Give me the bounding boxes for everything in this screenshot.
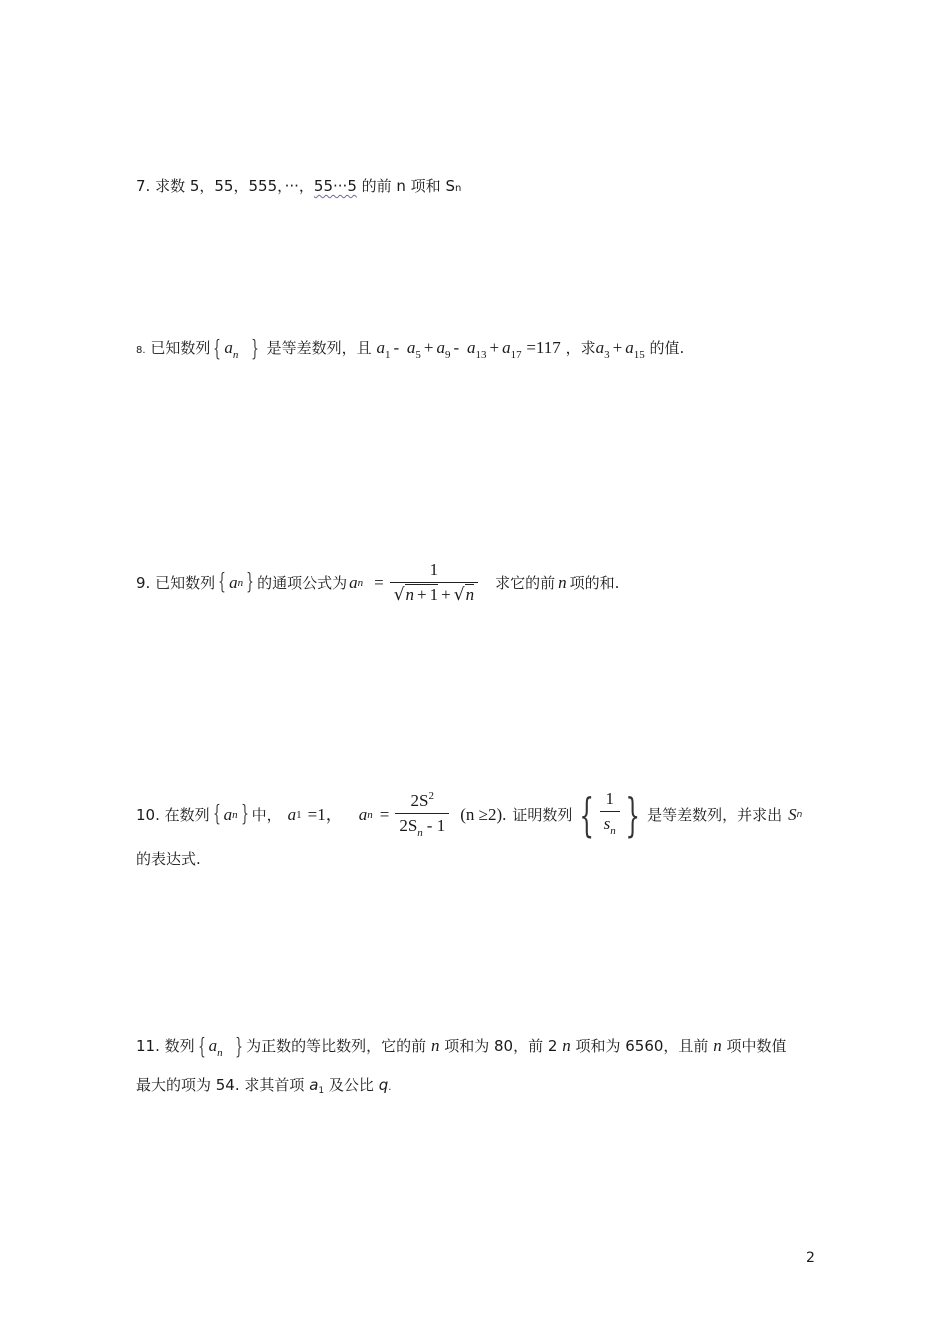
q9-n: n: [558, 572, 567, 592]
q10-number: 10. 在数列: [136, 805, 210, 824]
q9-n-sub: n: [237, 576, 244, 589]
q10-sq: 2: [428, 790, 434, 802]
q10-den-sub: n: [417, 827, 423, 839]
q8-s17: 17: [510, 349, 522, 361]
q7-wavy-term: 55···5: [313, 177, 357, 195]
q7-suffix: 的前 n 项和 S: [356, 177, 455, 195]
left-brace-icon: {: [579, 787, 595, 842]
q11-line2a: 最大的项为 54. 求其首项: [136, 1076, 305, 1094]
q10-f2-sub: n: [610, 824, 616, 837]
q10-f2-den: s: [603, 813, 611, 833]
q9-an-sub: n: [357, 576, 364, 589]
question-10: [136, 786, 802, 843]
q10-numerator: 2S: [410, 791, 429, 810]
q8-text-1: 已知数列: [150, 339, 211, 357]
q10-den-b: - 1: [426, 816, 446, 835]
q10-fraction: [395, 786, 449, 843]
question-7: [136, 176, 461, 199]
right-brace-icon: }: [625, 787, 640, 842]
q10-condition: (n ≥2).: [460, 804, 507, 824]
q8-n: n: [232, 349, 239, 361]
q11-text-1: 为正数的等比数列，它的前: [246, 1037, 427, 1055]
q10-text-1: 中，: [251, 805, 282, 824]
q11-text-2: 项和为 80，前 2: [444, 1037, 558, 1055]
left-brace-icon: {: [197, 1035, 206, 1060]
q10-an-sub: n: [367, 808, 373, 821]
right-brace-icon: }: [240, 801, 249, 827]
q8-s13: 13: [475, 349, 487, 361]
q8-a17: a: [502, 338, 511, 357]
q9-den-n1: n: [405, 585, 415, 604]
q11-a-sub: n: [217, 1047, 223, 1059]
q7-prefix: 7. 求数 5，55，555，···，: [136, 177, 314, 195]
q10-text-3: 是等差数列，并求出: [647, 805, 783, 824]
q11-q: q: [378, 1076, 389, 1094]
question-10-line-2: 的表达式.: [136, 850, 201, 868]
question-9: [136, 560, 619, 605]
q10-text-2: 证明数列: [512, 805, 573, 824]
q7-sub: n: [454, 183, 462, 194]
right-brace-icon: }: [246, 569, 254, 595]
q11-text-3: 项和为 6560，且前: [575, 1037, 709, 1055]
q11-n3: n: [713, 1036, 722, 1055]
q9-numerator: 1: [429, 560, 439, 579]
q10-S: S: [788, 804, 797, 824]
q8-a5: a: [406, 338, 416, 357]
q11-n1: n: [430, 1036, 440, 1055]
q8-a3: a: [595, 338, 605, 357]
q10-a-sub: n: [232, 808, 238, 821]
q9-a-symbol: a: [229, 572, 238, 592]
q11-a: a: [208, 1036, 218, 1055]
q9-text-2: 求它的前: [495, 573, 556, 592]
q9-den-n2: n: [465, 585, 475, 604]
right-brace-icon: }: [235, 1035, 244, 1060]
q11-a1: a: [309, 1076, 319, 1094]
q8-text-2: 是等差数列，且: [266, 339, 372, 357]
q11-number: 11. 数列: [136, 1037, 195, 1055]
q11-dot: .: [388, 1082, 392, 1093]
question-11: [136, 1036, 787, 1063]
q10-a: a: [223, 804, 233, 824]
q9-text-3: 项的和.: [569, 573, 620, 592]
q8-a1: a: [376, 338, 385, 357]
q9-text-1: 的通项公式为: [257, 573, 348, 592]
q8-s5: 5: [415, 349, 421, 361]
sqrt-icon: √n + 1: [393, 585, 439, 605]
q8-text-3: ，求: [565, 339, 596, 357]
right-brace-icon: }: [251, 337, 259, 362]
q10-an: a: [358, 804, 368, 824]
q9-eq: =: [374, 572, 384, 592]
q8-value: =117: [526, 338, 561, 357]
q8-a: a: [224, 338, 233, 357]
q11-text-4: 项中数值: [726, 1037, 787, 1055]
q10-a1: a: [287, 804, 297, 824]
q8-number: 8.: [136, 345, 146, 356]
sqrt-icon: √n: [453, 585, 475, 605]
q11-n2: n: [562, 1036, 571, 1055]
q10-den-a: 2S: [399, 816, 418, 835]
q10-fraction-2: [600, 789, 620, 841]
page-number: 2: [806, 1250, 815, 1266]
q8-a9: a: [436, 338, 446, 357]
q11-a1-sub: 1: [318, 1086, 325, 1096]
q8-s15: 15: [633, 349, 645, 361]
q10-f2-num: 1: [605, 788, 614, 808]
q8-a13: a: [466, 338, 476, 357]
question-11-line-2: [136, 1075, 391, 1101]
left-brace-icon: {: [212, 801, 221, 827]
q10-a1-sub: 1: [296, 808, 302, 821]
q8-s1: 1: [384, 349, 391, 361]
q11-line2b: 及公比: [328, 1076, 374, 1094]
q9-number: 9. 已知数列: [136, 573, 216, 592]
q9-fraction: [390, 560, 478, 605]
q8-s3: 3: [604, 349, 610, 361]
question-8: 8. 已知数列 { $a_n$ } 是等差数列，且 $a_1 - a_5 + a_9 - a_{13} + a_{17} =117$ ，求$a_3 + a_{15}$ 的值.: [136, 337, 685, 362]
q10-eq: =: [379, 804, 390, 824]
q8-a15: a: [625, 338, 634, 357]
q8-text-4: 的值.: [649, 339, 685, 357]
q8-s9: 9: [445, 349, 451, 361]
q10-S-sub: n: [796, 809, 803, 820]
q9-denominator: √n + 1 + √n: [390, 582, 478, 605]
q10-a1-value: =1，: [307, 804, 343, 824]
left-brace-icon: {: [213, 337, 222, 362]
q9-an: a: [349, 572, 358, 592]
left-brace-icon: {: [218, 569, 226, 595]
